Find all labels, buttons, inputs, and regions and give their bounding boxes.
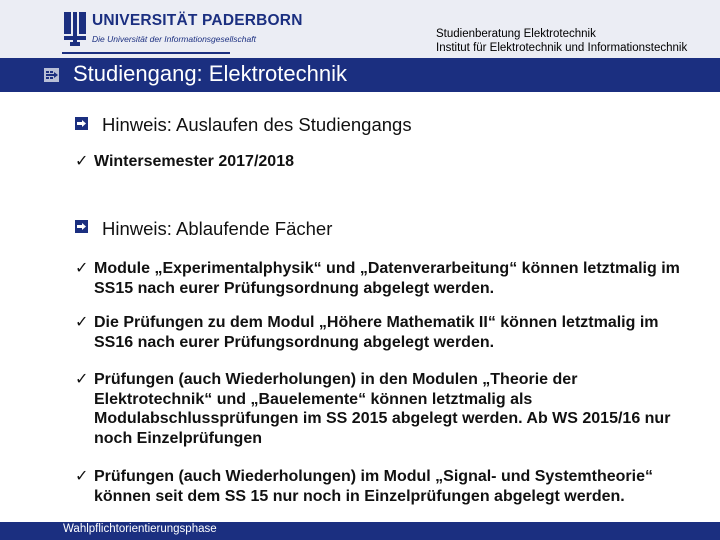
list-item: [75, 259, 695, 298]
logo-underline: [62, 52, 230, 54]
header-info: [436, 27, 687, 55]
checkmark-icon: ✓: [75, 314, 89, 331]
list-item-text: Die Prüfungen zu dem Modul „Höhere Mathematik II“ können letztmalig im SS16 nach eurer Prüfungsordnung abgelegt werden.: [94, 314, 659, 351]
logo-subtitle: Die Universität der Informationsgesellschaft: [92, 34, 256, 44]
list-item: [75, 370, 695, 448]
slide-title: Studiengang: Elektrotechnik: [73, 61, 347, 86]
university-emblem-icon: [62, 10, 88, 48]
list-item: [75, 313, 695, 352]
header-line-2: Institut für Elektrotechnik und Informationstechnik: [436, 42, 688, 54]
checkmark-icon: ✓: [75, 260, 89, 277]
header-line-1: Studienberatung Elektrotechnik: [436, 28, 596, 40]
checkmark-icon: ✓: [75, 468, 89, 485]
list-item: [75, 152, 695, 172]
list-item-text: Module „Experimentalphysik“ und „Datenverarbeitung“ können letztmalig im SS15 nach eurer Prüfungsordnung abgelegt werden.: [94, 260, 680, 297]
bullet-arrow-icon: [44, 68, 59, 82]
list-item-text: Prüfungen (auch Wiederholungen) in den Modulen „Theorie der Elektrotechnik“ und „Bauelemente“ können letztmalig als Modulabschlussprüfungen im SS 2015 abgelegt werden. Ab WS 2015/16 nur noch Einzelprüfungen: [94, 371, 671, 447]
hint-heading: Hinweis: Ablaufende Fächer: [102, 218, 333, 239]
hint-bullet-icon: [75, 220, 88, 233]
checkmark-icon: ✓: [75, 371, 89, 388]
hint-bullet-icon: [75, 117, 88, 130]
footer-label: Wahlpflichtorientierungsphase: [63, 523, 217, 535]
hint-heading: Hinweis: Auslaufen des Studiengangs: [102, 114, 412, 135]
list-item: [75, 467, 695, 506]
list-item-text: Wintersemester 2017/2018: [94, 153, 294, 170]
list-item-text: Prüfungen (auch Wiederholungen) im Modul „Signal- und Systemtheorie“ können seit dem SS 15 nur noch in Einzelprüfungen abgelegt werden.: [94, 468, 653, 505]
checkmark-icon: ✓: [75, 153, 89, 170]
logo-name: UNIVERSITÄT PADERBORN: [92, 12, 303, 29]
